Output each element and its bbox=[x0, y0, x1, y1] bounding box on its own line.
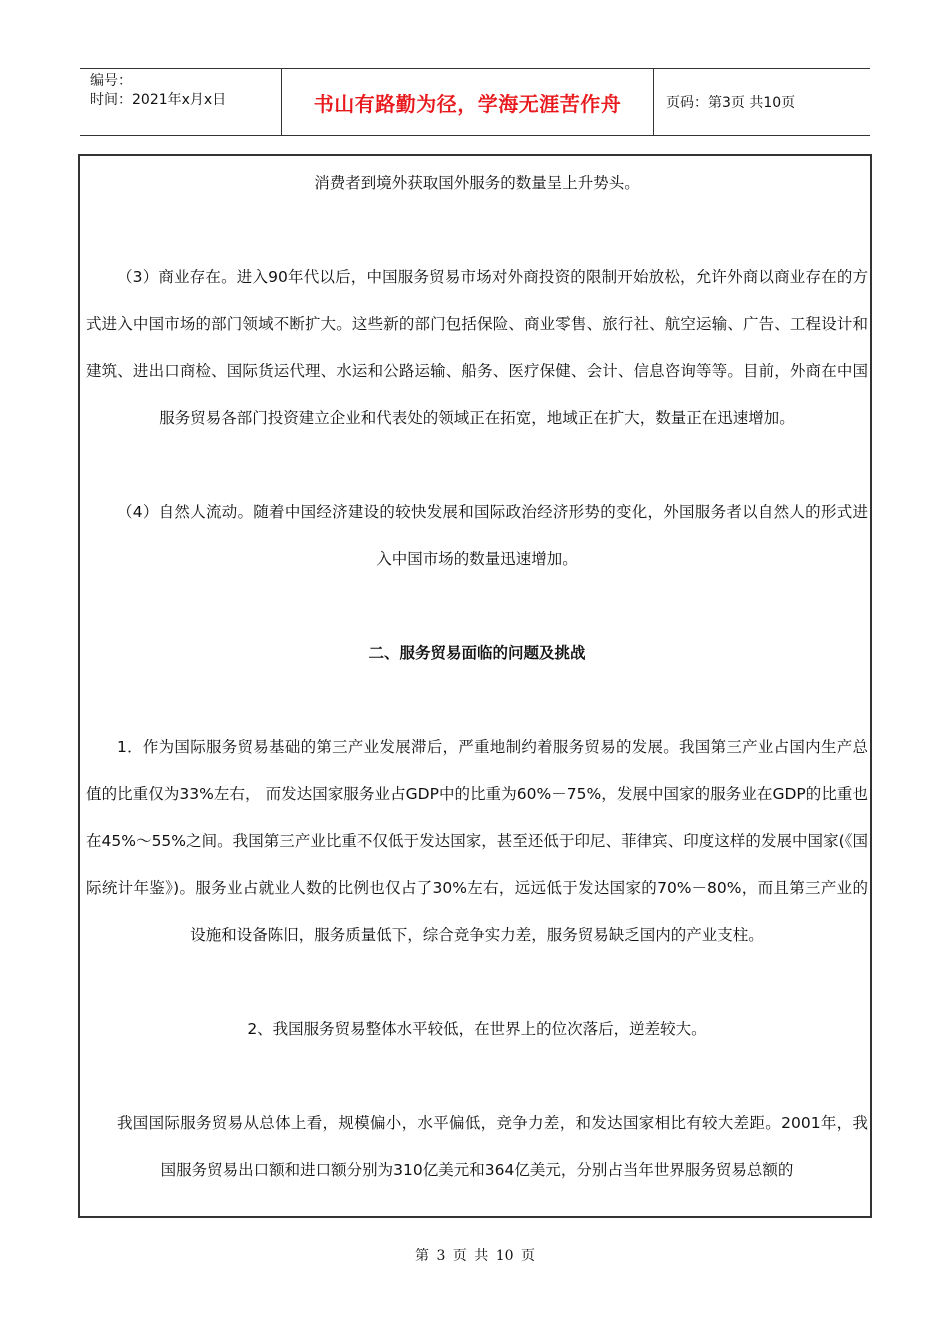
document-body bbox=[86, 160, 868, 1194]
page-header bbox=[80, 68, 870, 136]
paragraph-natural-persons: （4）自然人流动。随着中国经济建设的较快发展和国际政治经济形势的变化，外国服务者以自然人的形式进入中国市场的数量迅速增加。 bbox=[117, 503, 868, 568]
section-heading: 二、服务贸易面临的问题及挑战 bbox=[368, 644, 586, 662]
document-number-label: 编号： bbox=[90, 73, 132, 89]
page-footer: 第 3 页 共 10 页 bbox=[415, 1248, 535, 1264]
header-info-cell bbox=[80, 69, 282, 135]
paragraph-consumption-abroad-end: 消费者到境外获取国外服务的数量呈上升势头。 bbox=[314, 174, 640, 192]
document-time-label: 时间：2021年x月x日 bbox=[90, 92, 227, 108]
paragraph-trade-level: 2、我国服务贸易整体水平较低，在世界上的位次落后，逆差较大。 bbox=[247, 1020, 707, 1038]
content-frame bbox=[78, 154, 872, 1218]
paragraph-tertiary-industry: 1．作为国际服务贸易基础的第三产业发展滞后，严重地制约着服务贸易的发展。我国第三产业占国内生产总值的比重仅为33%左右， 而发达国家服务业占GDP中的比重为60%－75%，发展中国家的服务业在GDP的比重也在45%～55%之间。我国第三产业比重不仅低于发达国家，甚至还低于印尼、菲律宾、印度这样的发展中国家(《国际统计年鉴》)。服务业占就业人数的比例也仅占了30%左右，远远低于发达国家的70%－80%，而且第三产业的设施和设备陈旧，服务质量低下，综合竞争实力差，服务贸易缺乏国内的产业支柱。 bbox=[86, 738, 868, 944]
paragraph-trade-scale: 我国国际服务贸易从总体上看，规模偏小，水平偏低，竞争力差，和发达国家相比有较大差距。2001年，我国服务贸易出口额和进口额分别为310亿美元和364亿美元，分别占当年世界服务贸易总额的 bbox=[117, 1114, 868, 1179]
header-motto: 书山有路勤为径，学海无涯苦作舟 bbox=[282, 69, 654, 135]
paragraph-commercial-presence: （3）商业存在。进入90年代以后，中国服务贸易市场对外商投资的限制开始放松，允许外商以商业存在的方式进入中国市场的部门领域不断扩大。这些新的部门包括保险、商业零售、旅行社、航空运输、广告、工程设计和建筑、进出口商检、国际货运代理、水运和公路运输、船务、医疗保健、会计、信息咨询等等。目前，外商在中国服务贸易各部门投资建立企业和代表处的领域正在拓宽，地域正在扩大，数量正在迅速增加。 bbox=[86, 268, 868, 427]
header-page-info: 页码：第3页 共10页 bbox=[666, 95, 796, 111]
